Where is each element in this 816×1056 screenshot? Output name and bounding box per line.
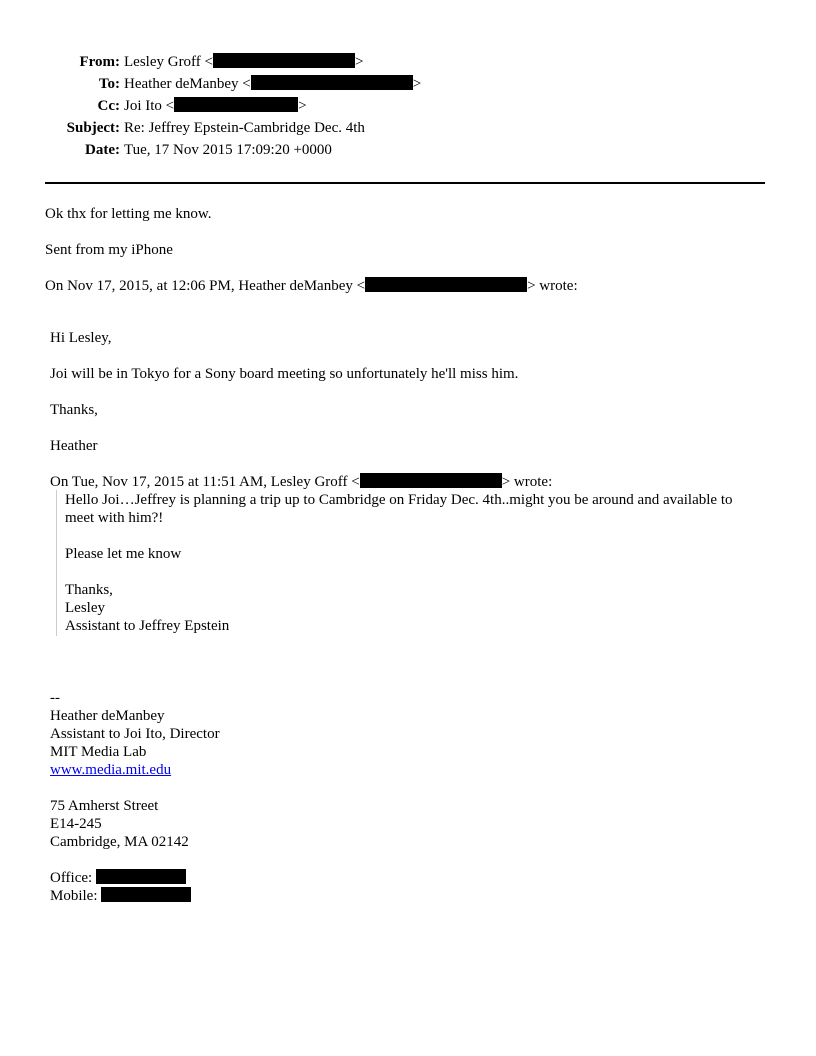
to-row	[0, 75, 816, 97]
reply-attribution	[45, 277, 578, 295]
quoted-message-text: Hello Joi…Jeffrey is planning a trip up to Cambridge on Friday Dec. 4th..might you be around and available to meet with him?!	[65, 492, 733, 526]
address-line-2: E14-245	[50, 816, 102, 832]
quote-attribution-suffix: > wrote:	[501, 474, 553, 490]
quote-attribution	[50, 473, 552, 491]
cc-value	[124, 97, 307, 115]
thanks-text: Thanks,	[50, 402, 98, 418]
address-line-1: 75 Amherst Street	[50, 798, 159, 814]
from-value	[124, 53, 363, 71]
signature	[50, 689, 220, 905]
website-link[interactable]: www.media.mit.edu	[50, 762, 172, 778]
quoted-let-me-know: Please let me know	[65, 546, 182, 562]
email-header	[0, 53, 816, 163]
redaction-box	[174, 97, 298, 112]
to-name: Heather deManbey <	[124, 76, 251, 92]
subject-value: Re: Jeffrey Epstein-Cambridge Dec. 4th	[124, 120, 365, 136]
signature-title: Assistant to Joi Ito, Director	[50, 726, 220, 742]
to-value	[124, 75, 421, 93]
from-row	[0, 53, 816, 75]
address-line-3: Cambridge, MA 02142	[50, 834, 189, 850]
mobile-label: Mobile:	[50, 888, 98, 904]
date-row	[0, 141, 816, 163]
quote-attribution-prefix: On Tue, Nov 17, 2015 at 11:51 AM, Lesley Groff <	[50, 474, 360, 490]
cc-label: Cc:	[97, 98, 120, 114]
subject-label: Subject:	[66, 120, 120, 136]
from-label: From:	[79, 54, 120, 70]
close-bracket: >	[355, 54, 364, 70]
to-label: To:	[98, 76, 120, 92]
quoted-title: Assistant to Jeffrey Epstein	[65, 618, 230, 634]
office-label: Office:	[50, 870, 93, 886]
cc-name: Joi Ito <	[124, 98, 175, 114]
sender-name: Heather	[50, 438, 98, 454]
reply-attribution-prefix: On Nov 17, 2015, at 12:06 PM, Heather deManbey <	[45, 278, 366, 294]
subject-row	[0, 119, 816, 141]
sent-from-line: Sent from my iPhone	[45, 242, 173, 258]
quoted-name: Lesley	[65, 600, 105, 616]
close-bracket: >	[412, 76, 422, 92]
redaction-box	[96, 869, 186, 884]
cc-row	[0, 97, 816, 119]
redaction-box	[101, 887, 191, 902]
redaction-box	[360, 473, 502, 488]
office-row	[50, 869, 220, 887]
reply-attribution-suffix: > wrote:	[527, 278, 578, 294]
quoted-message	[56, 490, 769, 636]
quoted-thanks: Thanks,	[65, 582, 113, 598]
greeting: Hi Lesley,	[50, 330, 112, 346]
signature-org: MIT Media Lab	[50, 744, 147, 760]
header-divider	[45, 182, 765, 184]
date-value: Tue, 17 Nov 2015 17:09:20 +0000	[124, 142, 332, 158]
signature-name: Heather deManbey	[50, 708, 165, 724]
reply-line: Ok thx for letting me know.	[45, 206, 212, 222]
message-text: Joi will be in Tokyo for a Sony board meeting so unfortunately he'll miss him.	[50, 366, 519, 382]
mobile-row	[50, 887, 220, 905]
date-label: Date:	[85, 142, 120, 158]
redaction-box	[213, 53, 355, 68]
signature-dashes: --	[50, 690, 60, 706]
redaction-box	[365, 277, 527, 292]
close-bracket: >	[298, 98, 307, 114]
redaction-box	[251, 75, 413, 90]
from-name: Lesley Groff <	[124, 54, 213, 70]
